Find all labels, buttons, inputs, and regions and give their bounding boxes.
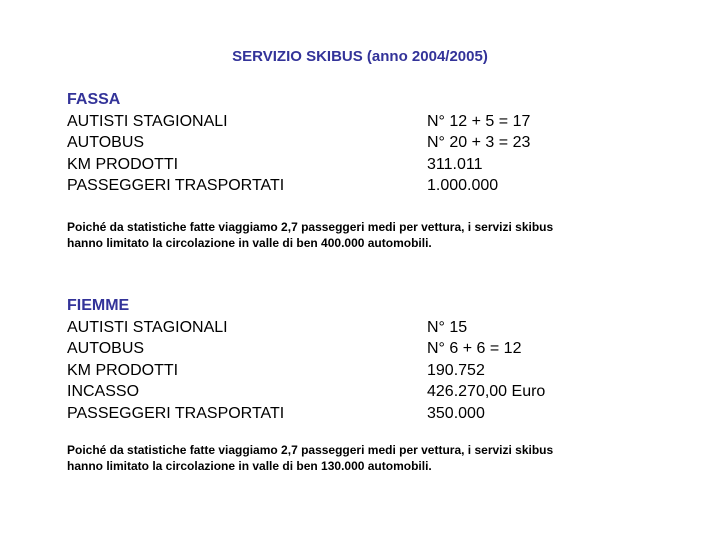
- note-line: hanno limitato la circolazione in valle di ben 400.000 automobili.: [67, 236, 432, 250]
- row-label: PASSEGGERI TRASPORTATI: [67, 404, 285, 422]
- table-row: [67, 132, 667, 154]
- section-note: [67, 219, 687, 251]
- table-row: [67, 154, 667, 176]
- table-row: [67, 338, 667, 360]
- section-fiemme: [67, 295, 667, 425]
- section-fassa: [67, 89, 667, 197]
- note-line: Poiché da statistiche fatte viaggiamo 2,7 passeggeri medi per vettura, i servizi skibus: [67, 443, 554, 457]
- table-row: [67, 381, 667, 403]
- row-value: 1.000.000: [427, 177, 499, 195]
- table-row: [67, 175, 667, 197]
- table-row: [67, 111, 667, 133]
- page-title: SERVIZIO SKIBUS (anno 2004/2005): [232, 48, 488, 65]
- row-label: INCASSO: [67, 383, 140, 401]
- row-value: N° 12 + 5 = 17: [427, 112, 531, 130]
- row-value: 311.011: [427, 155, 483, 173]
- row-label: AUTISTI STAGIONALI: [67, 318, 228, 336]
- row-label: AUTOBUS: [67, 340, 145, 358]
- row-value: N° 15: [427, 318, 468, 336]
- section-heading: FIEMME: [67, 297, 130, 314]
- row-label: PASSEGGERI TRASPORTATI: [67, 177, 285, 195]
- row-label: KM PRODOTTI: [67, 361, 179, 379]
- table-row: [67, 360, 667, 382]
- table-row: [67, 403, 667, 425]
- section-heading: FASSA: [67, 91, 121, 108]
- row-value: N° 20 + 3 = 23: [427, 134, 531, 152]
- row-label: KM PRODOTTI: [67, 155, 179, 173]
- row-label: AUTISTI STAGIONALI: [67, 112, 228, 130]
- note-line: hanno limitato la circolazione in valle di ben 130.000 automobili.: [67, 459, 432, 473]
- table-row: [67, 317, 667, 339]
- row-value: 190.752: [427, 361, 485, 379]
- row-label: AUTOBUS: [67, 134, 145, 152]
- row-value: N° 6 + 6 = 12: [427, 340, 522, 358]
- section-note: [67, 442, 687, 474]
- row-value: 426.270,00 Euro: [427, 383, 546, 401]
- row-value: 350.000: [427, 404, 485, 422]
- note-line: Poiché da statistiche fatte viaggiamo 2,7 passeggeri medi per vettura, i servizi skibus: [67, 220, 554, 234]
